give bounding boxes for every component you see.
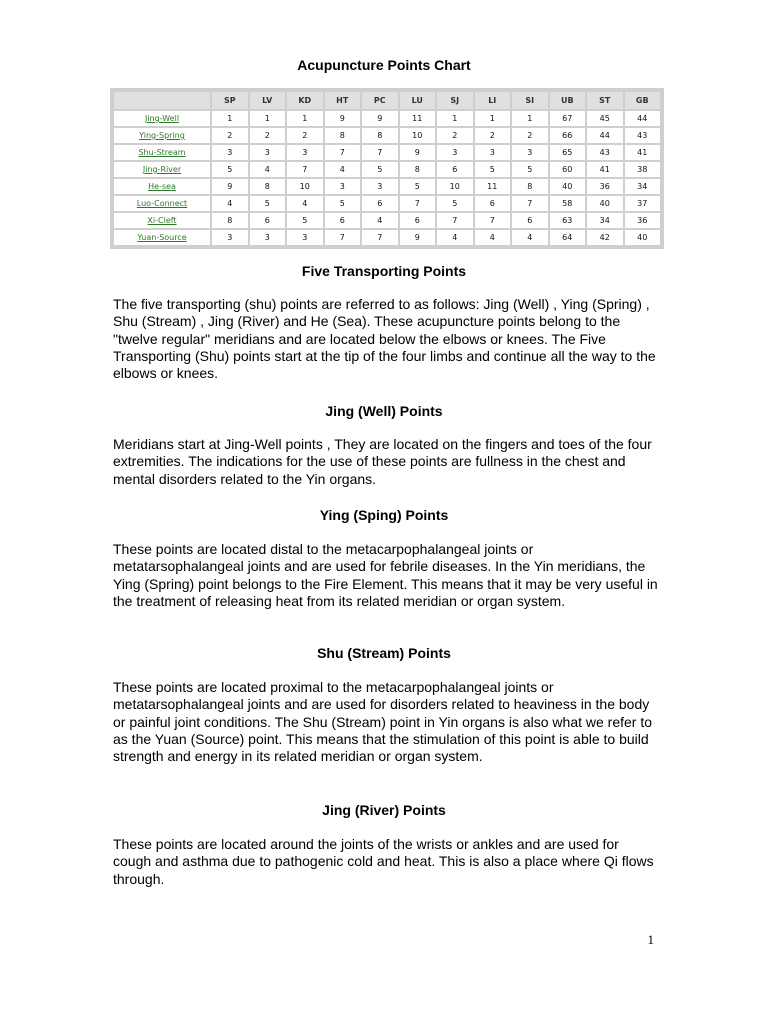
table-row — [114, 111, 660, 126]
table-cell: 40 — [550, 179, 586, 194]
row-label-link[interactable]: Yuan-Source — [114, 230, 210, 245]
table-cell: 3 — [325, 179, 361, 194]
table-cell: 7 — [325, 145, 361, 160]
row-label-link[interactable]: Xi-Cleft — [114, 213, 210, 228]
paragraph-five-transporting: The five transporting (shu) points are referred to as follows: Jing (Well) , Ying (Spring) , Shu (Stream) , Jing (River) and He (Sea). These acupuncture points belong to the "twelve regular" meridians and are located below the elbows or knees. The Five Transporting (Shu) points start at the tip of the four limbs and continue all the way to the elbows or knees. — [113, 296, 656, 382]
table-cell: 3 — [212, 230, 248, 245]
table-cell: 5 — [250, 196, 286, 211]
section-title-jing-well: Jing (Well) Points — [325, 403, 443, 419]
table-cell: 11 — [475, 179, 511, 194]
table-row — [114, 179, 660, 194]
table-cell: 4 — [475, 230, 511, 245]
points-table — [112, 90, 662, 247]
table-cell: 41 — [587, 162, 623, 177]
section-title-shu-stream: Shu (Stream) Points — [317, 645, 451, 661]
table-cell: 63 — [550, 213, 586, 228]
table-cell: 9 — [400, 230, 436, 245]
column-header: LU — [400, 92, 436, 109]
section-title-ying-spring: Ying (Sping) Points — [319, 507, 449, 523]
table-cell: 40 — [587, 196, 623, 211]
table-cell: 2 — [437, 128, 473, 143]
table-cell: 5 — [512, 162, 548, 177]
table-row — [114, 162, 660, 177]
page-number: 1 — [647, 932, 654, 947]
table-cell: 41 — [625, 145, 661, 160]
section-title-five-transporting: Five Transporting Points — [301, 263, 467, 279]
table-cell: 40 — [625, 230, 661, 245]
table-cell: 5 — [437, 196, 473, 211]
page-title: Acupuncture Points Chart — [297, 57, 471, 73]
paragraph-jing-river: These points are located around the joints of the wrists or ankles and are used for cough and asthma due to pathogenic cold and heat. This is also a place where Qi flows through. — [113, 836, 654, 887]
table-cell: 38 — [625, 162, 661, 177]
table-corner-cell — [114, 92, 210, 109]
table-cell: 43 — [587, 145, 623, 160]
section-title-jing-river: Jing (River) Points — [322, 802, 446, 818]
table-cell: 5 — [325, 196, 361, 211]
column-header: PC — [362, 92, 398, 109]
table-cell: 36 — [625, 213, 661, 228]
table-cell: 7 — [512, 196, 548, 211]
table-cell: 3 — [250, 230, 286, 245]
table-row — [114, 213, 660, 228]
row-label-link[interactable]: Ying-Spring — [114, 128, 210, 143]
table-cell: 7 — [287, 162, 323, 177]
table-cell: 8 — [212, 213, 248, 228]
table-cell: 6 — [512, 213, 548, 228]
table-cell: 7 — [400, 196, 436, 211]
table-cell: 6 — [400, 213, 436, 228]
table-cell: 3 — [212, 145, 248, 160]
table-cell: 6 — [250, 213, 286, 228]
table-cell: 4 — [212, 196, 248, 211]
table-cell: 10 — [287, 179, 323, 194]
row-label-link[interactable]: Shu-Stream — [114, 145, 210, 160]
table-cell: 3 — [437, 145, 473, 160]
table-cell: 2 — [475, 128, 511, 143]
table-cell: 1 — [512, 111, 548, 126]
table-cell: 7 — [362, 230, 398, 245]
column-header: KD — [287, 92, 323, 109]
table-cell: 64 — [550, 230, 586, 245]
table-cell: 5 — [287, 213, 323, 228]
table-cell: 3 — [512, 145, 548, 160]
table-cell: 8 — [250, 179, 286, 194]
table-cell: 6 — [362, 196, 398, 211]
table-cell: 7 — [475, 213, 511, 228]
table-cell: 45 — [587, 111, 623, 126]
table-cell: 67 — [550, 111, 586, 126]
table-cell: 4 — [437, 230, 473, 245]
table-cell: 10 — [400, 128, 436, 143]
table-cell: 9 — [325, 111, 361, 126]
table-cell: 36 — [587, 179, 623, 194]
acupuncture-points-table — [110, 88, 664, 249]
table-cell: 9 — [212, 179, 248, 194]
table-cell: 6 — [325, 213, 361, 228]
table-row — [114, 230, 660, 245]
table-cell: 1 — [250, 111, 286, 126]
row-label-link[interactable]: He-sea — [114, 179, 210, 194]
table-cell: 34 — [587, 213, 623, 228]
table-cell: 2 — [212, 128, 248, 143]
table-cell: 1 — [287, 111, 323, 126]
table-cell: 8 — [400, 162, 436, 177]
table-cell: 5 — [475, 162, 511, 177]
table-cell: 8 — [512, 179, 548, 194]
row-label-link[interactable]: Jing-Well — [114, 111, 210, 126]
table-cell: 66 — [550, 128, 586, 143]
table-cell: 7 — [325, 230, 361, 245]
table-cell: 5 — [212, 162, 248, 177]
table-cell: 7 — [437, 213, 473, 228]
table-cell: 4 — [287, 196, 323, 211]
column-header: LV — [250, 92, 286, 109]
table-cell: 3 — [362, 179, 398, 194]
row-label-link[interactable]: Jing-River — [114, 162, 210, 177]
table-cell: 2 — [287, 128, 323, 143]
column-header: UB — [550, 92, 586, 109]
table-cell: 11 — [400, 111, 436, 126]
table-cell: 9 — [362, 111, 398, 126]
table-cell: 37 — [625, 196, 661, 211]
table-row — [114, 145, 660, 160]
table-cell: 1 — [437, 111, 473, 126]
table-header-row — [114, 92, 660, 109]
table-cell: 1 — [475, 111, 511, 126]
table-row — [114, 196, 660, 211]
table-cell: 9 — [400, 145, 436, 160]
table-cell: 3 — [287, 230, 323, 245]
table-cell: 5 — [362, 162, 398, 177]
table-cell: 58 — [550, 196, 586, 211]
column-header: LI — [475, 92, 511, 109]
table-cell: 6 — [475, 196, 511, 211]
table-cell: 60 — [550, 162, 586, 177]
paragraph-ying-spring: These points are located distal to the metacarpophalangeal joints or metatarsophalangeal joints and are used for febrile diseases. In the Yin meridians, the Ying (Spring) point belongs to the Fire Element. This means that it may be very useful in the treatment of releasing heat from its related meridian or organ system. — [113, 541, 658, 609]
table-cell: 4 — [325, 162, 361, 177]
table-cell: 65 — [550, 145, 586, 160]
column-header: GB — [625, 92, 661, 109]
table-cell: 10 — [437, 179, 473, 194]
table-cell: 4 — [250, 162, 286, 177]
table-cell: 4 — [512, 230, 548, 245]
table-cell: 6 — [437, 162, 473, 177]
table-cell: 5 — [400, 179, 436, 194]
table-body — [114, 111, 660, 245]
table-cell: 3 — [287, 145, 323, 160]
table-cell: 3 — [250, 145, 286, 160]
column-header: SJ — [437, 92, 473, 109]
column-header: HT — [325, 92, 361, 109]
table-cell: 8 — [325, 128, 361, 143]
table-cell: 1 — [212, 111, 248, 126]
row-label-link[interactable]: Luo-Connect — [114, 196, 210, 211]
column-header: SI — [512, 92, 548, 109]
table-cell: 44 — [625, 111, 661, 126]
column-header: ST — [587, 92, 623, 109]
table-cell: 8 — [362, 128, 398, 143]
paragraph-jing-well: Meridians start at Jing-Well points , They are located on the fingers and toes of the four extremities. The indications for the use of these points are fullness in the chest and mental disorders related to the Yin organs. — [113, 436, 652, 487]
table-cell: 2 — [250, 128, 286, 143]
table-cell: 7 — [362, 145, 398, 160]
table-row — [114, 128, 660, 143]
table-cell: 4 — [362, 213, 398, 228]
column-header: SP — [212, 92, 248, 109]
table-cell: 42 — [587, 230, 623, 245]
table-cell: 34 — [625, 179, 661, 194]
table-cell: 43 — [625, 128, 661, 143]
table-cell: 44 — [587, 128, 623, 143]
table-cell: 3 — [475, 145, 511, 160]
table-cell: 2 — [512, 128, 548, 143]
paragraph-shu-stream: These points are located proximal to the metacarpophalangeal joints or metatarsophalangeal joints and are used for disorders related to heaviness in the body or painful joint conditions. The Shu (Stream) point in Yin organs is also what we refer to as the Yuan (Source) point. This means that the stimulation of this point is able to build strength and energy in its related meridian or organ system. — [113, 679, 653, 765]
